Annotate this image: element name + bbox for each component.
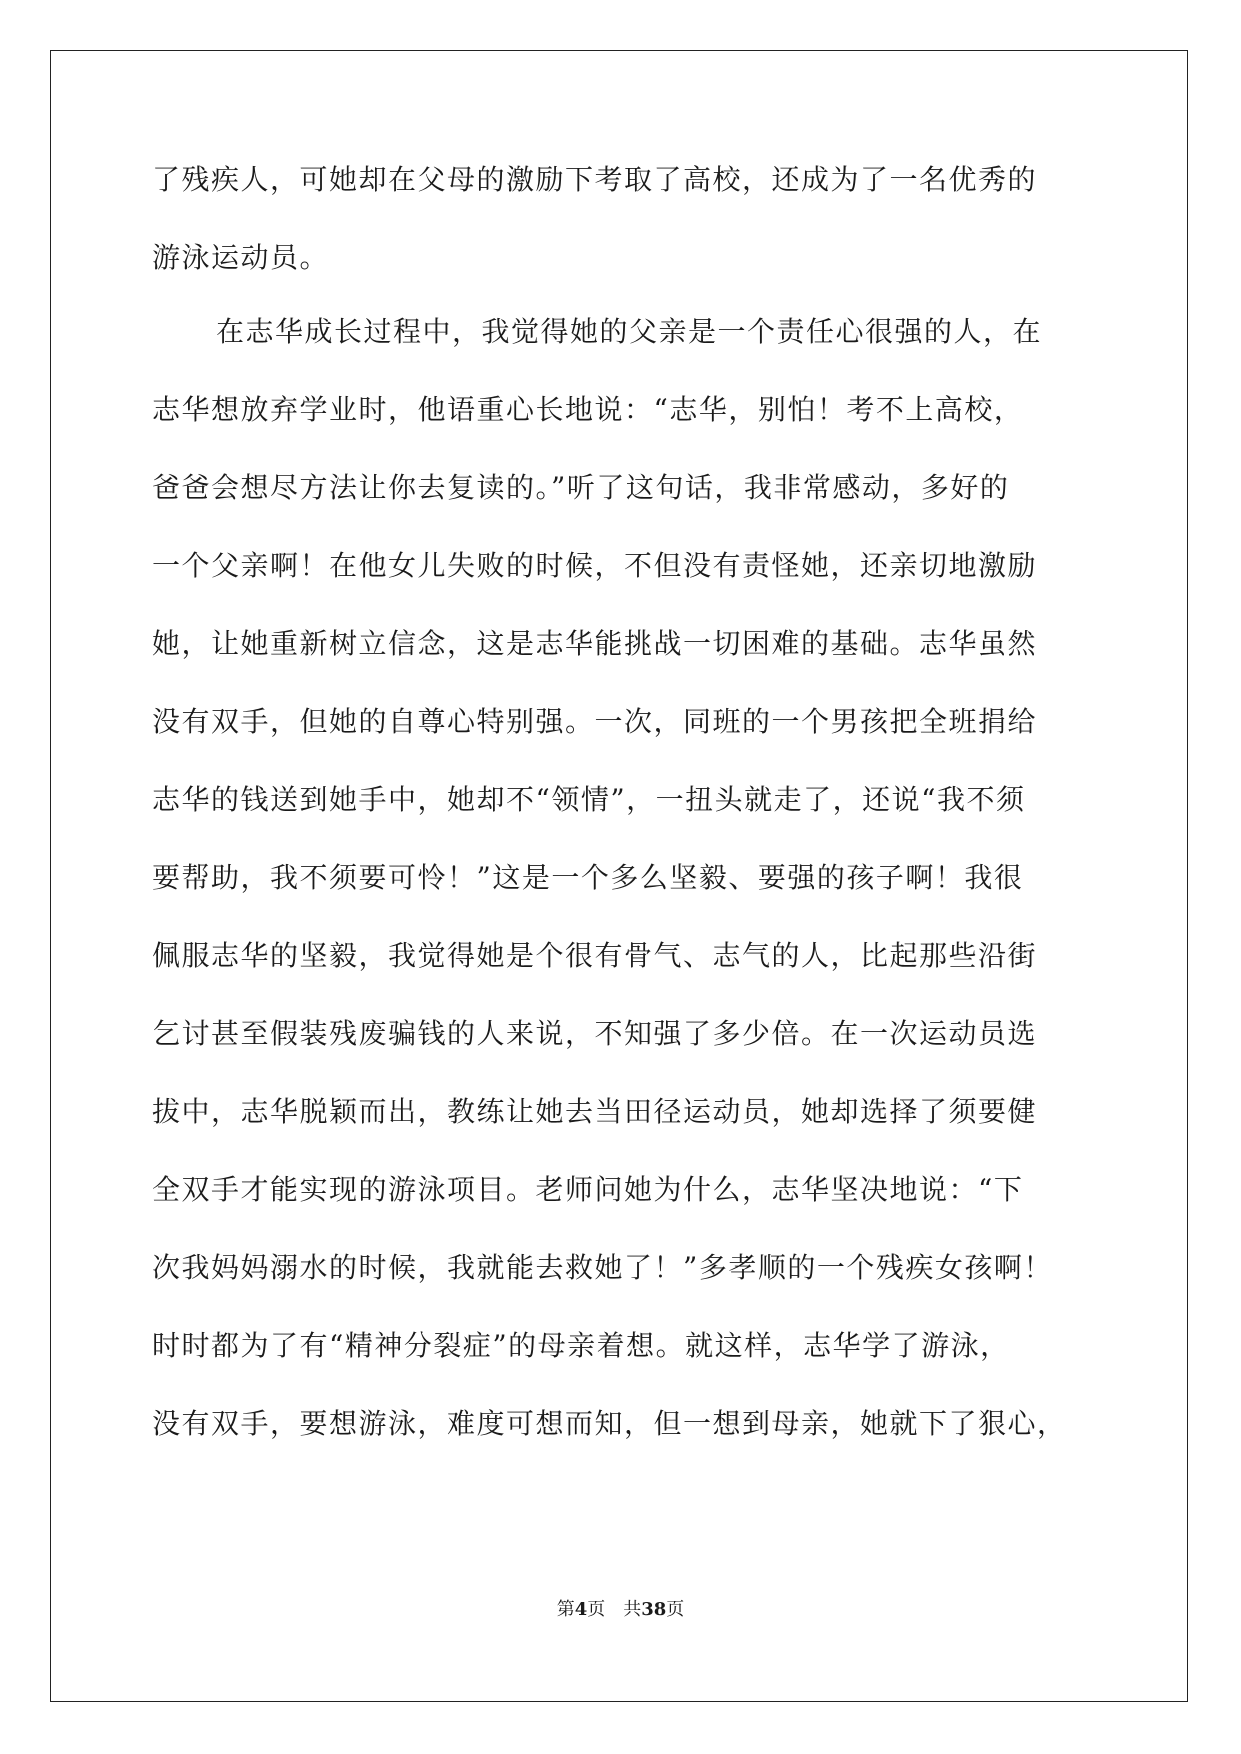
document-body — [152, 163, 1092, 1488]
text-line: 一个父亲啊！在他女儿失败的时候，不但没有责怪她，还亲切地激励 — [152, 549, 1038, 582]
text-line: 拔中，志华脱颖而出，教练让她去当田径运动员，她却选择了须要健 — [152, 1095, 1038, 1128]
text-line: 全双手才能实现的游泳项目。老师问她为什么，志华坚决地说：“下 — [152, 1173, 1024, 1206]
text-line: 游泳运动员。 — [152, 241, 330, 274]
text-line: 爸爸会想尽方法让你去复读的。”听了这句话，我非常感动，多好的 — [152, 471, 1010, 504]
text-line: 没有双手，但她的自尊心特别强。一次，同班的一个男孩把全班捐给 — [152, 705, 1038, 738]
text-line: 时时都为了有“精神分裂症”的母亲着想。就这样，志华学了游泳， — [152, 1329, 1010, 1362]
total-prefix: 共 — [623, 1599, 642, 1620]
page-number: 4 — [574, 1599, 588, 1620]
page-footer — [0, 1600, 1241, 1620]
text-line: 志华的钱送到她手中，她却不“领情”，一扭头就走了，还说“我不须 — [152, 783, 1026, 816]
text-line: 志华想放弃学业时，他语重心长地说：“志华，别怕！考不上高校， — [152, 393, 1024, 426]
paragraph-first-line: 在志华成长过程中，我觉得她的父亲是一个责任心很强的人，在 — [216, 315, 1043, 348]
text-line: 要帮助，我不须要可怜！”这是一个多么坚毅、要强的孩子啊！我很 — [152, 861, 1024, 894]
text-line: 了残疾人，可她却在父母的激励下考取了高校，还成为了一名优秀的 — [152, 163, 1038, 196]
page-prefix: 第 — [556, 1599, 575, 1620]
text-line: 乞讨甚至假装残废骗钱的人来说，不知强了多少倍。在一次运动员选 — [152, 1017, 1038, 1050]
text-line: 佩服志华的坚毅，我觉得她是个很有骨气、志气的人，比起那些沿街 — [152, 939, 1038, 972]
text-line: 她，让她重新树立信念，这是志华能挑战一切困难的基础。志华虽然 — [152, 627, 1038, 660]
total-pages: 38 — [641, 1599, 667, 1620]
page-suffix: 页 — [587, 1599, 606, 1620]
text-line: 没有双手，要想游泳，难度可想而知，但一想到母亲，她就下了狠心， — [152, 1407, 1067, 1440]
text-line: 次我妈妈溺水的时候，我就能去救她了！”多孝顺的一个残疾女孩啊！ — [152, 1251, 1053, 1284]
total-suffix: 页 — [666, 1599, 685, 1620]
